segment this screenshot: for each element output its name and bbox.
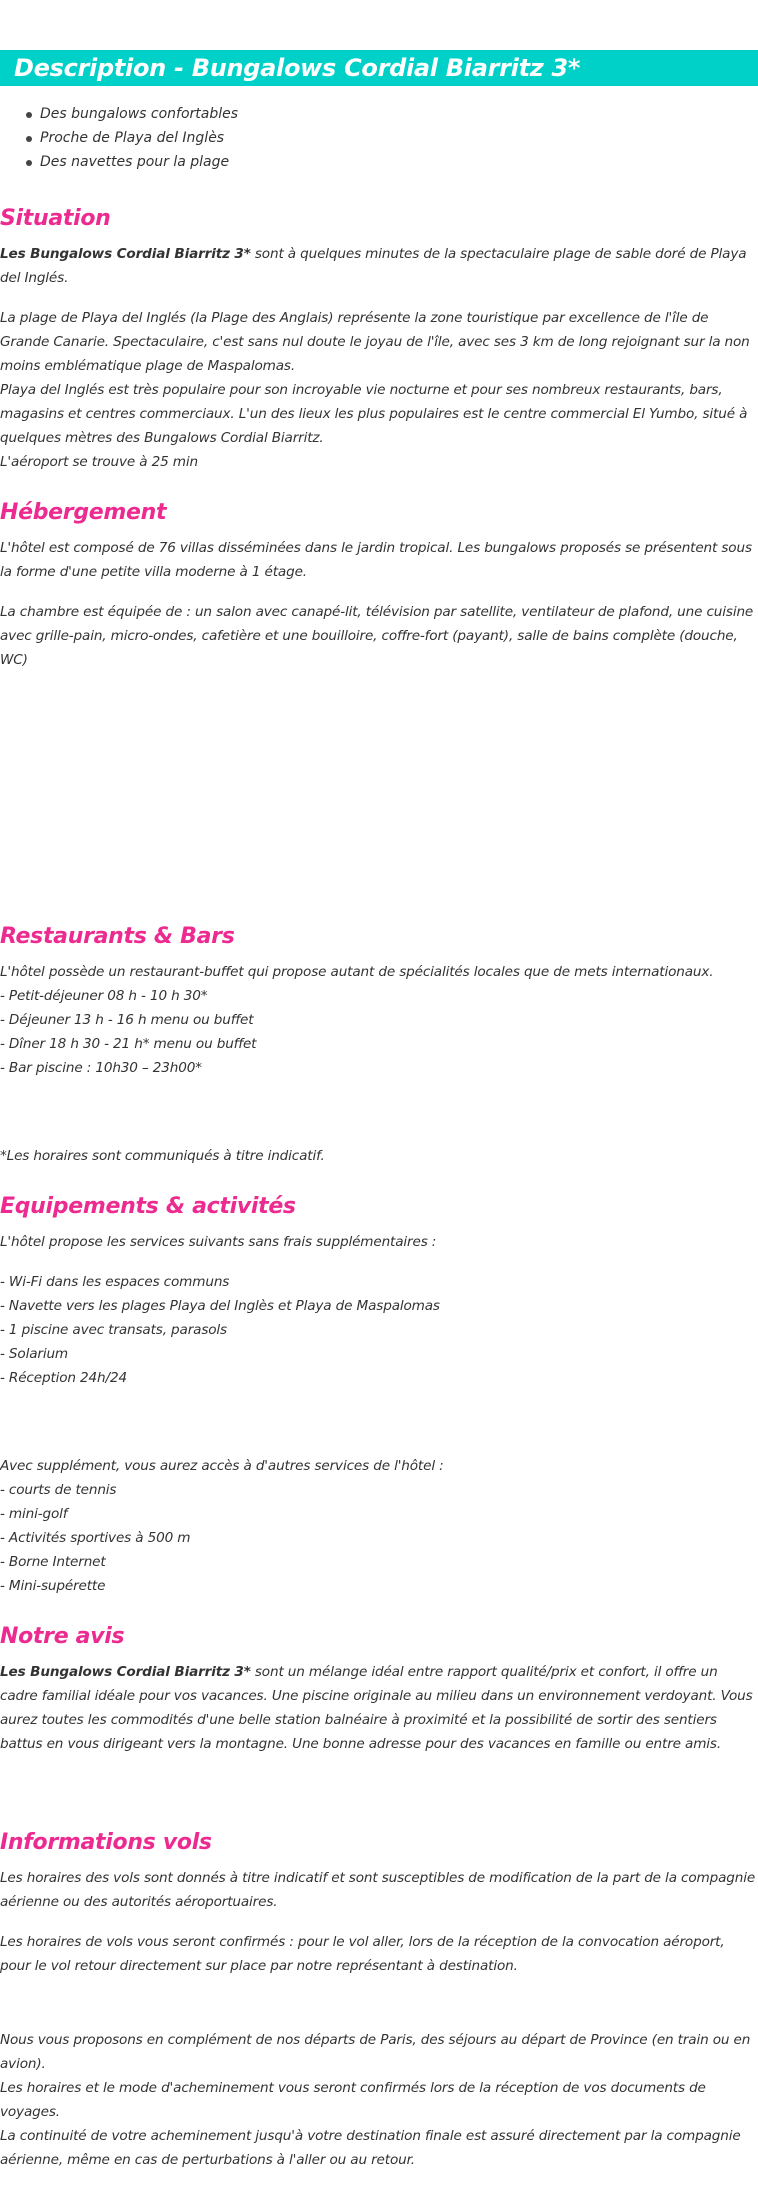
free-services-list: - Wi-Fi dans les espaces communs - Navette vers les plages Playa del Inglès et Playa de Maspalomas - 1 piscine avec transats, parasols - Solarium - Réception 24h/24	[0, 1274, 440, 1386]
paid-services-list: Avec supplément, vous aurez accès à d'autres services de l'hôtel : - courts de tennis - mini-golf - Activités sportives à 500 m - Borne Internet - Mini-supérette	[0, 1458, 444, 1594]
highlight-item: Des navettes pour la plage	[24, 150, 238, 174]
image-placeholder	[0, 688, 758, 914]
highlight-item: Proche de Playa del Inglès	[24, 126, 238, 150]
highlight-item: Des bungalows confortables	[24, 102, 238, 126]
section-vols	[0, 1820, 758, 2172]
hotel-name: Les Bungalows Cordial Biarritz 3*	[0, 1664, 251, 1680]
section-hebergement	[0, 490, 758, 914]
page-title: Description - Bungalows Cordial Biarritz 3*	[14, 54, 581, 82]
section-avis	[0, 1614, 758, 1820]
section-title: Situation	[0, 206, 111, 231]
section-title: Hébergement	[0, 500, 167, 525]
avis-body: sont un mélange idéal entre rapport qualité/prix et confort, il offre un cadre familial idéale pour vos vacances. Une piscine originale au milieu dans un environnement verdoyant. Vous aurez toutes les commodités d'une belle station balnéaire à proximité et la possibilité de sortir des sentiers battus en vous dirigeant vers la montagne. Une bonne adresse pour des vacances en famille ou entre amis.	[0, 1664, 753, 1752]
section-equipements	[0, 1184, 758, 1598]
avis-text	[0, 1660, 758, 1756]
situation-text: La plage de Playa del Inglés (la Plage des Anglais) représente la zone touristique par excellence de l'île de Grande Canarie. Spectaculaire, c'est sans nul doute le joyau de l'île, avec ses 3 km de long rejoignant sur la non moins emblématique plage de Maspalomas. Playa del Inglés est très populaire pour son incroyable vie nocturne et pour ses nombreux restaurants, bars, magasins et centres commerciaux. L'un des lieux les plus populaires est le centre commercial El Yumbo, situé à quelques mètres des Bungalows Cordial Biarritz. L'aéroport se trouve à 25 min	[0, 310, 750, 470]
schedule-note: *Les horaires sont communiqués à titre indicatif.	[0, 1148, 325, 1164]
section-title: Equipements & activités	[0, 1194, 296, 1219]
hebergement-text: L'hôtel est composé de 76 villas disséminées dans le jardin tropical. Les bungalows proposés se présentent sous la forme d'une petite villa moderne à 1 étage.	[0, 540, 752, 580]
description-banner	[0, 50, 758, 86]
highlights-list	[24, 102, 238, 174]
hotel-name: Les Bungalows Cordial Biarritz 3*	[0, 246, 251, 262]
section-situation	[0, 196, 758, 474]
situation-intro-text: sont à quelques minutes de la spectaculaire plage de sable doré de Playa del Inglés.	[0, 246, 747, 286]
vols-confirmation-text: Les horaires de vols vous seront confirmés : pour le vol aller, lors de la réception de la convocation aéroport, pour le vol retour directement sur place par notre représentant à destination.	[0, 1934, 725, 1974]
restaurants-text: L'hôtel possède un restaurant-buffet qui propose autant de spécialités locales que de mets internationaux. - Petit-déjeuner 08 h - 10 h 30* - Déjeuner 13 h - 16 h menu ou buffet - Dîner 18 h 30 - 21 h* menu ou buffet - Bar piscine : 10h30 – 23h00*	[0, 964, 714, 1076]
room-equipment-text: La chambre est équipée de : un salon avec canapé-lit, télévision par satellite, ventilateur de plafond, une cuisine avec grille-pain, micro-ondes, cafetière et une bouilloire, coffre-fort (payant), salle de bains complète (douche, WC)	[0, 604, 754, 668]
section-title: Notre avis	[0, 1624, 125, 1649]
section-title: Restaurants & Bars	[0, 924, 235, 949]
situation-intro	[0, 242, 758, 290]
section-title: Informations vols	[0, 1830, 212, 1855]
equipements-intro: L'hôtel propose les services suivants sans frais supplémentaires :	[0, 1234, 437, 1250]
vols-province-text: Nous vous proposons en complément de nos départs de Paris, des séjours au départ de Province (en train ou en avion). Les horaires et le mode d'acheminement vous seront confirmés lors de la réception de vos documents de voyages. La continuité de votre acheminement jusqu'à votre destination finale est assuré directement par la compagnie aérienne, même en cas de perturbations à l'aller ou au retour.	[0, 2032, 751, 2168]
section-restaurants	[0, 914, 758, 1168]
vols-text: Les horaires des vols sont donnés à titre indicatif et sont susceptibles de modification de la part de la compagnie aérienne ou des autorités aéroportuaires.	[0, 1870, 756, 1910]
description-content	[0, 196, 758, 2188]
